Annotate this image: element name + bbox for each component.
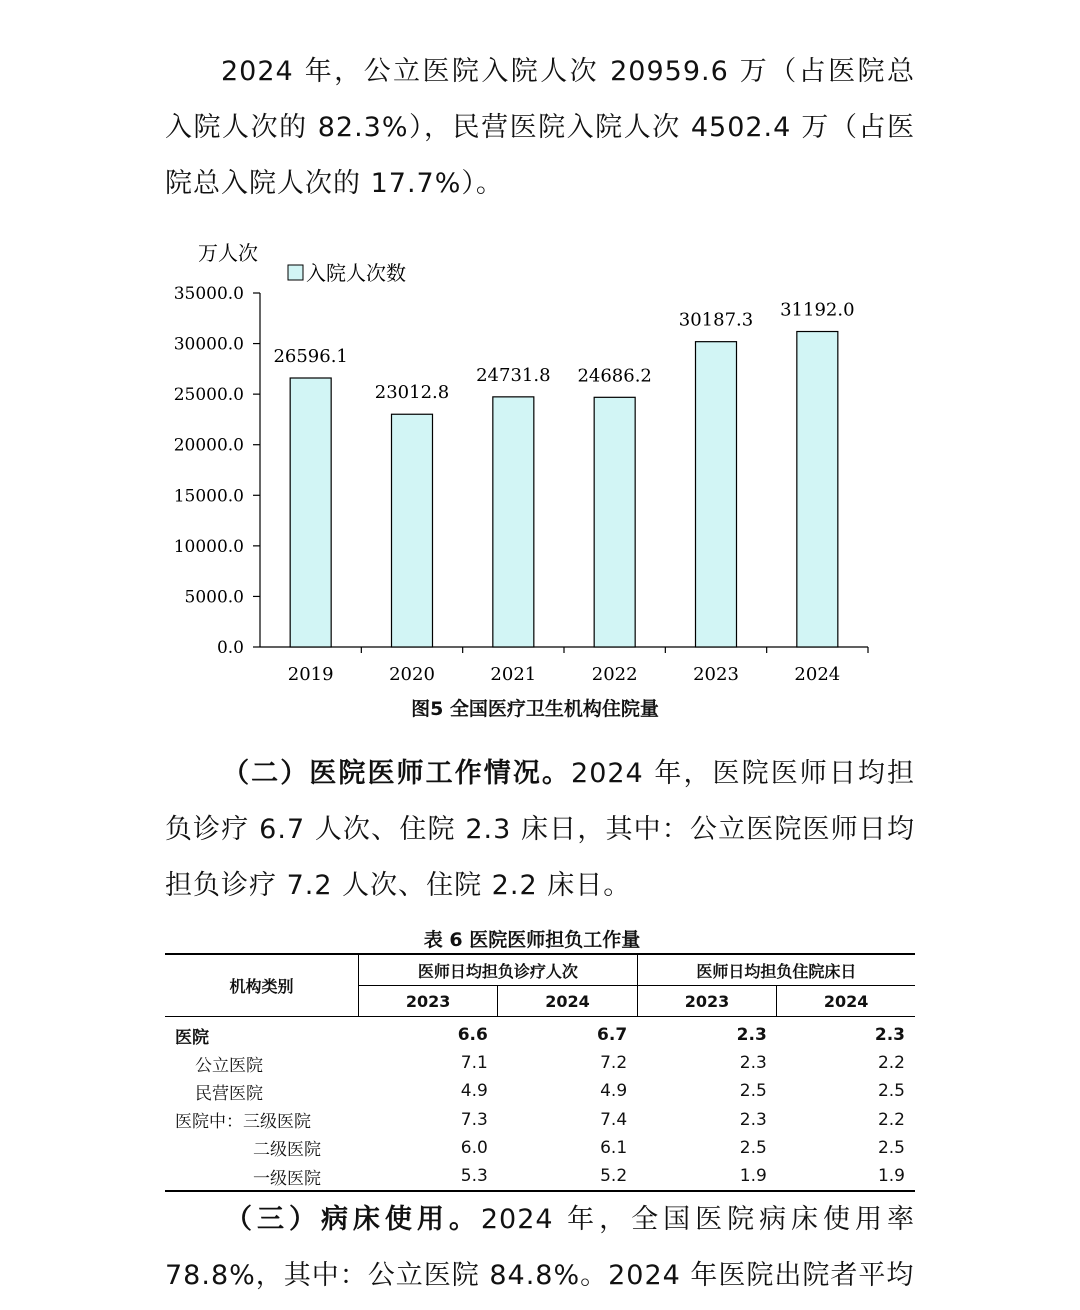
table-cell: 7.3 bbox=[460, 1109, 488, 1130]
table-cell: 2.5 bbox=[877, 1081, 905, 1102]
table-cell: 5.2 bbox=[600, 1166, 628, 1187]
table-cell: 2.5 bbox=[739, 1137, 767, 1158]
table-cell: 6.0 bbox=[460, 1137, 488, 1158]
paragraph-bed-usage bbox=[165, 1192, 915, 1304]
table-cell: 4.9 bbox=[600, 1081, 628, 1102]
data-label: 26596.1 bbox=[273, 345, 348, 367]
row-label: 民营医院 bbox=[195, 1083, 263, 1104]
x-tick-label: 2022 bbox=[591, 664, 638, 685]
table-cell: 6.7 bbox=[597, 1025, 628, 1046]
column-header-category: 机构类别 bbox=[165, 954, 359, 1017]
paragraph-text: 2024 年，公立医院入院人次 20959.6 万（占医院总入院人次的 82.3%），民营医院入院人次 4502.4 万（占医院总入院人次的 17.7%）。 bbox=[165, 56, 915, 199]
table-cell: 7.4 bbox=[600, 1109, 628, 1130]
column-group-consultations: 医师日均担负诊疗人次 bbox=[359, 954, 638, 986]
paragraph-physician-workload bbox=[165, 746, 915, 914]
x-tick-label: 2019 bbox=[287, 664, 334, 685]
bar-2022 bbox=[594, 397, 635, 647]
table-cell: 2.2 bbox=[877, 1109, 905, 1130]
x-tick-label: 2020 bbox=[389, 664, 435, 685]
y-tick-label: 15000.0 bbox=[173, 486, 244, 507]
table-cell: 7.1 bbox=[460, 1053, 488, 1074]
legend-swatch bbox=[288, 265, 303, 280]
y-axis-label: 万人次 bbox=[198, 241, 258, 265]
column-header-year: 2024 bbox=[777, 986, 915, 1017]
x-tick-label: 2023 bbox=[693, 664, 739, 685]
table-cell: 2.2 bbox=[877, 1053, 905, 1074]
paragraph-inpatient-summary bbox=[165, 44, 915, 212]
row-label: 医院中：三级医院 bbox=[175, 1112, 311, 1133]
bar-2019 bbox=[290, 378, 331, 647]
data-label: 30187.3 bbox=[678, 309, 754, 331]
table-row bbox=[165, 1106, 915, 1134]
y-tick-label: 20000.0 bbox=[173, 435, 244, 456]
row-label: 医院 bbox=[175, 1027, 209, 1048]
table-cell: 1.9 bbox=[739, 1166, 767, 1187]
table-cell: 2.5 bbox=[739, 1081, 767, 1102]
column-header-year: 2024 bbox=[498, 986, 637, 1017]
table-cell: 4.9 bbox=[460, 1081, 488, 1102]
data-label: 31192.0 bbox=[780, 299, 855, 321]
y-tick-label: 35000.0 bbox=[173, 284, 244, 304]
section-heading: （三）病床使用。 bbox=[221, 1204, 481, 1235]
bar-2020 bbox=[392, 414, 433, 647]
table-row bbox=[165, 1077, 915, 1105]
y-tick-label: 10000.0 bbox=[173, 536, 244, 557]
row-label: 二级医院 bbox=[253, 1140, 321, 1161]
column-header-year: 2023 bbox=[359, 986, 498, 1017]
column-group-bed-days: 医师日均担负住院床日 bbox=[637, 954, 915, 986]
bar-2024 bbox=[797, 332, 838, 647]
y-tick-label: 25000.0 bbox=[173, 385, 244, 406]
y-tick-label: 5000.0 bbox=[184, 587, 244, 608]
table-cell: 6.6 bbox=[457, 1025, 488, 1046]
x-tick-label: 2021 bbox=[490, 664, 537, 685]
x-tick-label: 2024 bbox=[794, 664, 841, 685]
table-row bbox=[165, 1017, 915, 1050]
table-cell: 7.2 bbox=[600, 1053, 628, 1074]
section-heading: （二）医院医师工作情况。 bbox=[221, 758, 572, 789]
table-cell: 2.3 bbox=[736, 1025, 767, 1046]
y-tick-label: 30000.0 bbox=[173, 334, 244, 355]
figure-caption: 图5 全国医疗卫生机构住院量 bbox=[411, 698, 659, 720]
row-label: 公立医院 bbox=[195, 1055, 263, 1076]
table-cell: 1.9 bbox=[877, 1166, 905, 1187]
bar-2021 bbox=[493, 397, 534, 647]
table-cell: 2.3 bbox=[739, 1109, 767, 1130]
table-cell: 6.1 bbox=[600, 1137, 628, 1158]
legend-label: 入院人次数 bbox=[306, 261, 406, 285]
table-cell: 2.3 bbox=[739, 1053, 767, 1074]
bar-2023 bbox=[696, 342, 737, 647]
data-label: 24686.2 bbox=[577, 365, 652, 387]
column-header-year: 2023 bbox=[637, 986, 777, 1017]
workload-table bbox=[165, 953, 915, 1189]
table-title: 表 6 医院医师担负工作量 bbox=[423, 929, 641, 951]
data-label: 24731.8 bbox=[476, 364, 551, 386]
row-label: 一级医院 bbox=[253, 1168, 321, 1189]
table-row bbox=[165, 1134, 915, 1162]
data-label: 23012.8 bbox=[374, 382, 450, 404]
y-tick-label: 0.0 bbox=[216, 638, 244, 658]
table-cell: 5.3 bbox=[460, 1166, 488, 1187]
paragraph-text: 2024 年，医院医师日均担负诊疗 6.7 人次、住院 2.3 床日，其中：公立医院医师日均担负诊疗 7.2 人次、住院 2.2 床日。 bbox=[165, 758, 916, 901]
table-cell: 2.3 bbox=[874, 1025, 905, 1046]
table-cell: 2.5 bbox=[877, 1137, 905, 1158]
inpatient-bar-chart bbox=[160, 225, 880, 690]
table-row bbox=[165, 1049, 915, 1077]
paragraph-text: 2024 年，全国医院病床使用率 78.8%，其中：公立医院 84.8%。2024 年医院出院者平均 bbox=[165, 1204, 916, 1291]
table-row bbox=[165, 1162, 915, 1191]
